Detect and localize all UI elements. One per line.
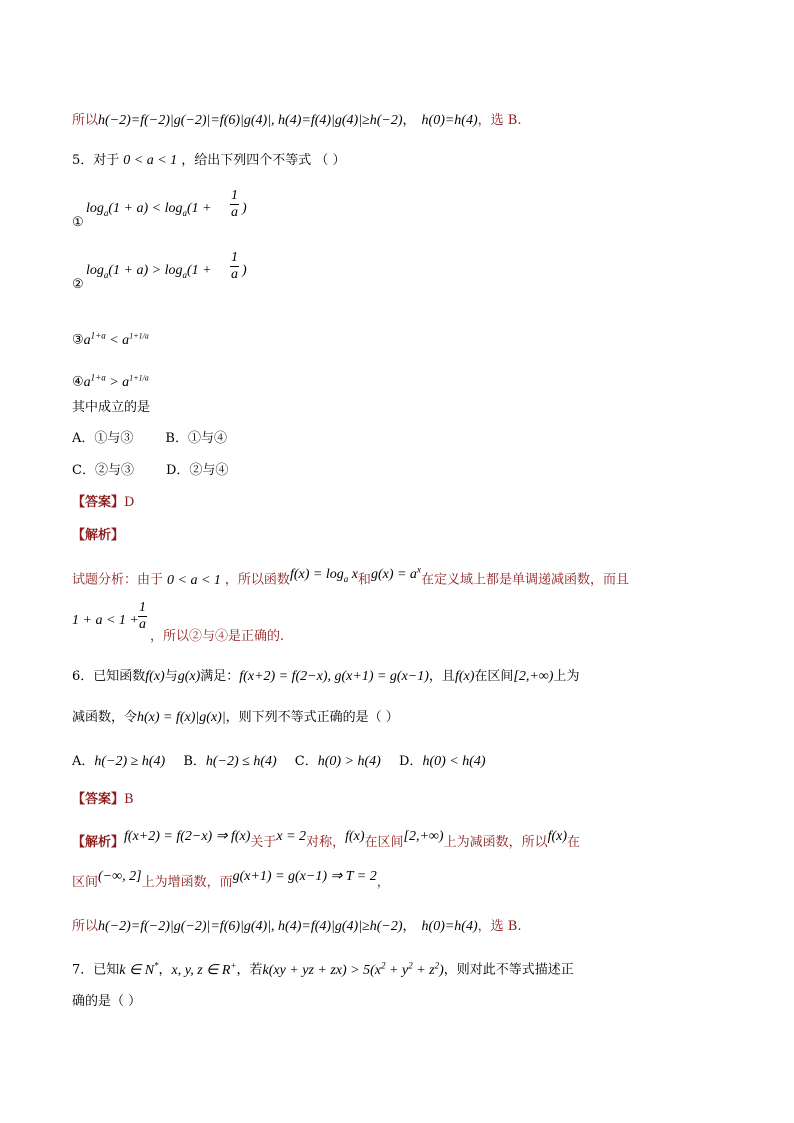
- conclusion-suffix: ，选 B.: [477, 113, 522, 128]
- conclusion-prefix: 所以: [72, 113, 99, 128]
- q6-analysis-line1: 【解析】f(x+2) = f(2−x) ⇒ f(x)关于x = 2对称，f(x)在区间[2,+∞)上为减函数，所以f(x)在: [72, 829, 581, 850]
- q6-stem-line1: 6．已知函数f(x)与g(x)满足：f(x+2) = f(2−x), g(x+1) = g(x−1)，且f(x)在区间[2,+∞)上为: [72, 669, 580, 684]
- q5-choice-d: D．②与④: [165, 463, 229, 478]
- q5-stem: 5．对于 0 < a < 1 ，给出下列四个不等式 （ ）: [72, 153, 346, 168]
- q6-choice-b: h(−2) ≤ h(4): [205, 754, 277, 769]
- document-page: 所以h(−2)=f(−2)|g(−2)|=f(6)|g(4)|, h(4)=f(4)|g(4)|≥h(−2)， h(0)=h(4)，选 B. 5．对于 0 < a < 1 ，给出下列四个不等式 （ ） ① $\log_a(1 + a) < \log_a(1$ + $\frac{1}{a}$ ) ② $\log_a(1 + a) > \log_a(1$ + $\frac{1}{a}$ ) $③a^{1+a} < a^{1+1/a}$ $④a^{1+a} > a^{1+1/a}$ 其中成立的是 A．①与③ B．①与④ C．②与③ D．②与④ 【答案】D 【解析】 试题分析：由于 0 < a < 1 ，所以函数$f(x) = \log_a x$和$g(x) = a^x$在定义域上都是单调递减函数，而且 1 + a < 1 + $\frac{1}{a}$ ，所以②与④是正确的. 6．已知函数f(x)与g(x)满足：f(x+2) = f(2−x), g(x+1) = g(x−1)，且f(x)在区间[2,+∞)上为 减函数，令h(x) = f(x)|g(x)|，则下列不等式正确的是（ ） A．h(−2) ≥ h(4) B．h(−2) ≤ h(4) C．h(0) > h(4) D．h(0) < h(4) 【答案】B 【解析】f(x+2) = f(2−x) ⇒ f(x)关于x = 2对称，f(x)在区间[2,+∞)上为减函数，所以f(x)在 区间(−∞, 2]上为增函数，而g(x+1) = g(x−1) ⇒ T = 2， 所以h(−2)=f(−2)|g(−2)|=f(6)|g(4)|, h(4)=f(4)|g(4)|≥h(−2)， h(0)=h(4)，选 B. 7．已知k ∈ N*，x, y, z ∈ R+，若k(xy + yz + $zx) > 5(x^2 + y^2 + z^2)$，则对此不等式描述正 确的是（ ）: [72, 113, 629, 1009]
- q5-option-2: ② $\log_a(1 + a) > \log_a(1$ + $\frac{1}{a}$ ): [72, 250, 247, 292]
- q6-choice-a: h(−2) ≥ h(4): [94, 754, 166, 769]
- q5-choices-row2: [72, 462, 228, 480]
- q6-answer: 【答案】B: [72, 792, 134, 807]
- q5-analysis-line1: 试题分析：由于 0 < a < 1 ，所以函数$f(x) = \log_a x$和$g(x) = a^x$在定义域上都是单调递减函数，而且: [72, 564, 629, 588]
- top-conclusion-line: 所以h(−2)=f(−2)|g(−2)|=f(6)|g(4)|, h(4)=f(4)|g(4)|≥h(−2)， h(0)=h(4)，选 B.: [72, 113, 522, 128]
- q5-option-3: $③a^{1+a} < a^{1+1/a}$: [72, 330, 149, 348]
- q5-option-4: $④a^{1+a} > a^{1+1/a}$: [72, 372, 149, 390]
- conclusion-formula2: h(0)=h(4): [421, 113, 478, 128]
- q5-choice-c: C．②与③: [72, 463, 134, 478]
- q6-choice-c: h(0) > h(4): [317, 754, 381, 769]
- q5-among: 其中成立的是: [72, 400, 151, 415]
- q5-answer: 【答案】D: [72, 495, 135, 510]
- q6-analysis-line3: 所以h(−2)=f(−2)|g(−2)|=f(6)|g(4)|, h(4)=f(4)|g(4)|≥h(−2)， h(0)=h(4)，选 B.: [72, 919, 522, 934]
- q7-line2: 确的是（ ）: [72, 994, 142, 1009]
- q6-stem-line2: 减函数，令h(x) = f(x)|g(x)|，则下列不等式正确的是（ ）: [72, 710, 399, 725]
- q7-line1: 7．已知k ∈ N*，x, y, z ∈ R+，若k(xy + yz + $zx) > 5(x^2 + y^2 + z^2)$，则对此不等式描述正: [72, 960, 574, 978]
- q5-choice-b: B．①与④: [165, 431, 227, 446]
- q6-choices: A．h(−2) ≥ h(4) B．h(−2) ≤ h(4) C．h(0) > h(4) D．h(0) < h(4): [72, 754, 486, 769]
- q6-choice-d: h(0) < h(4): [422, 754, 486, 769]
- q5-option-1: ① $\log_a(1 + a) < \log_a(1$ + $\frac{1}{a}$ ): [72, 188, 247, 230]
- q5-choices-row1: [72, 430, 227, 448]
- q6-analysis-line2: 区间(−∞, 2]上为增函数，而g(x+1) = g(x−1) ⇒ T = 2，: [72, 869, 390, 890]
- q5-analysis-label: 【解析】: [72, 528, 125, 543]
- conclusion-formula: h(−2)=f(−2)|g(−2)|=f(6)|g(4)|, h(4)=f(4)|g(4)|≥h(−2): [98, 113, 403, 128]
- q5-choice-a: A．①与③: [72, 431, 134, 446]
